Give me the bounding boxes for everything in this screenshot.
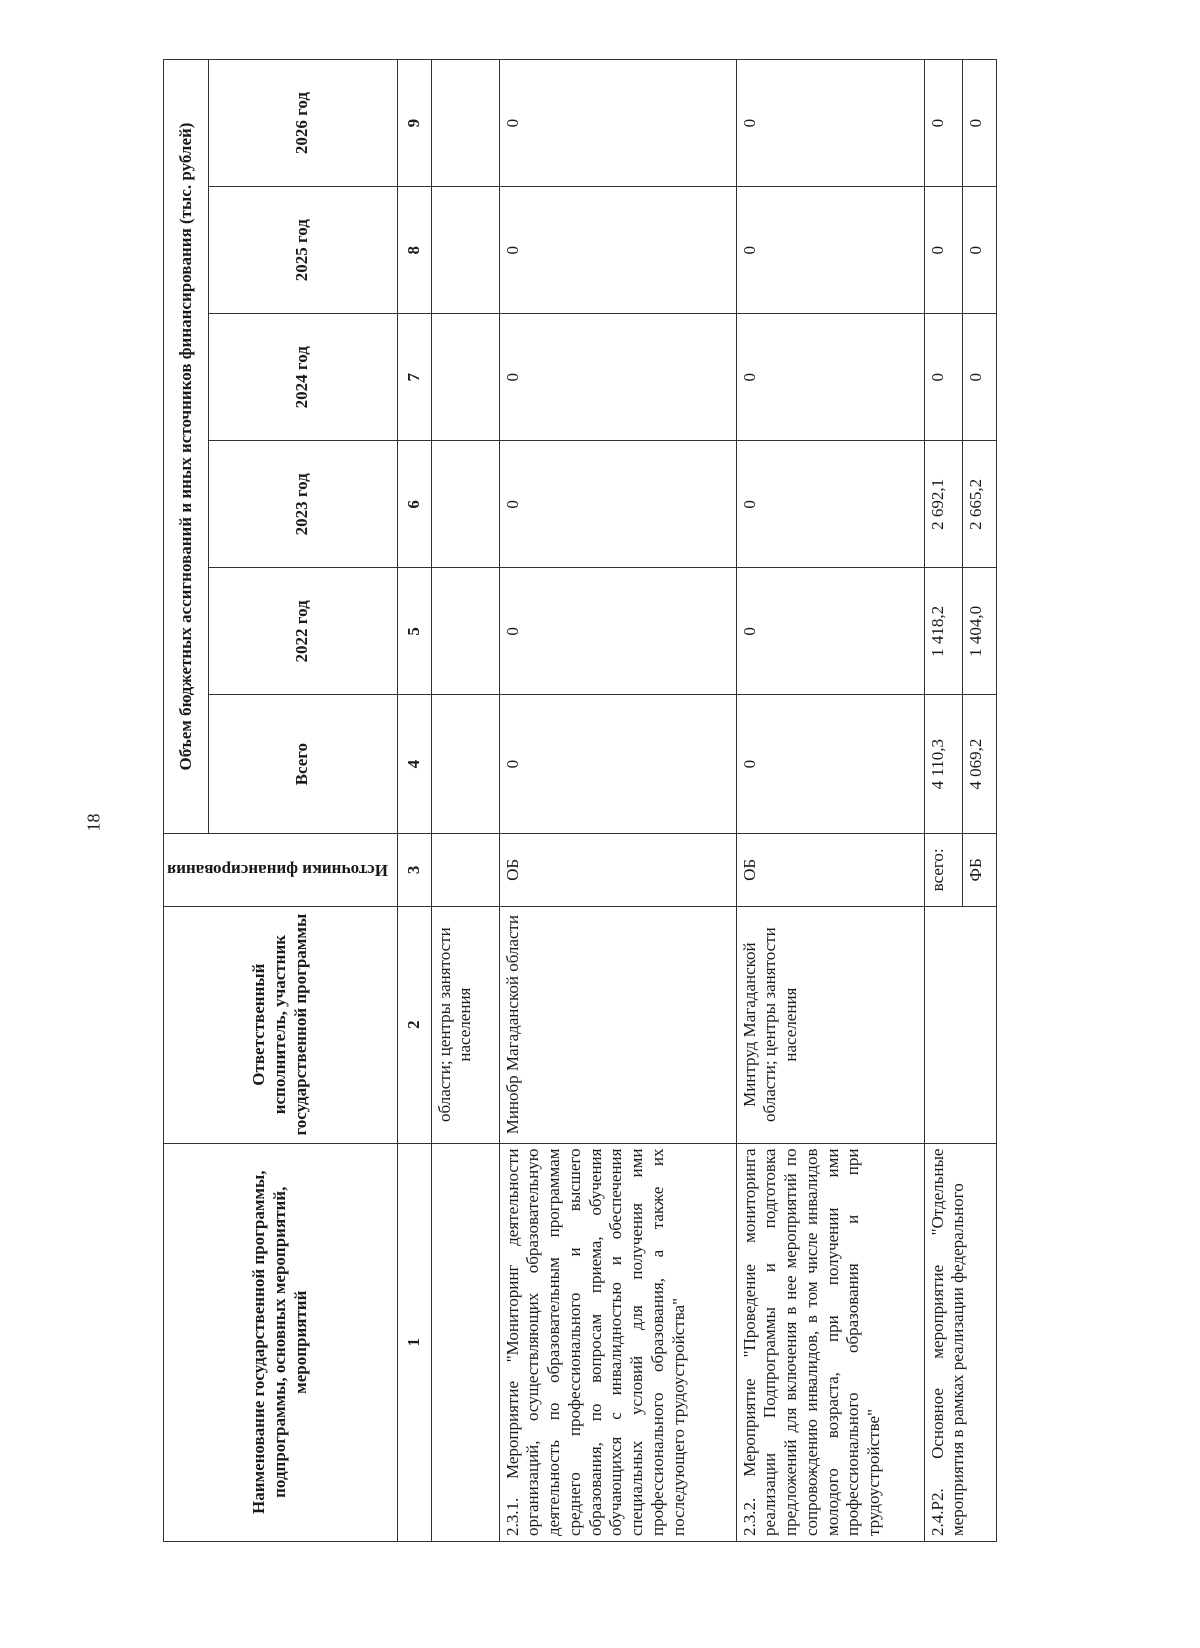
header-total: Всего (208, 695, 397, 834)
row-value-2024 (431, 314, 499, 441)
col-num-6: 6 (397, 441, 431, 568)
row-value-2025 (431, 187, 499, 314)
header-2025: 2025 год (208, 187, 397, 314)
row-source: ОБ (499, 833, 736, 906)
row-value-2022: 0 (499, 568, 736, 695)
row-responsible-empty (924, 906, 996, 1143)
row-value-2024: 0 (499, 314, 736, 441)
row-value-2026: 0 (924, 60, 962, 187)
header-source-text: Источники финансирования (167, 861, 388, 881)
header-responsible: Ответственный исполнитель, участник государственной программы (164, 906, 398, 1143)
row-source: ОБ (736, 833, 924, 906)
row-value-2023: 2 692,1 (924, 441, 962, 568)
row-value-2024: 0 (962, 314, 996, 441)
row-value-2026: 0 (499, 60, 736, 187)
row-value-2022: 1 404,0 (962, 568, 996, 695)
row-name: 2.3.2. Мероприятие "Проведение мониторинга реализации Подпрограммы и подготовка предложений для включения в нее мероприятий по сопровождению инвалидов, в том числе инвалидов молодого возраста, при получении ими профессионального образования и при трудоустройстве" (736, 1143, 924, 1541)
col-num-8: 8 (397, 187, 431, 314)
row-value-2024: 0 (924, 314, 962, 441)
col-num-9: 9 (397, 60, 431, 187)
col-num-1: 1 (397, 1143, 431, 1541)
row-value-2025: 0 (962, 187, 996, 314)
row-value-2022: 0 (736, 568, 924, 695)
header-2023: 2023 год (208, 441, 397, 568)
row-name: 2.3.1. Мероприятие "Мониторинг деятельности организаций, осуществляющих образовательную деятельность по образовательным программам среднего профессионального и высшего образования, по вопросам приема, обучения обучающихся с инвалидностью и обеспечения специальных условий для получения ими профессионального образования, а также их последующего трудоустройства" (499, 1143, 736, 1541)
row-value-2025: 0 (924, 187, 962, 314)
header-row-1 (164, 60, 209, 1542)
page-number: 18 (83, 813, 104, 832)
col-num-5: 5 (397, 568, 431, 695)
row-value-2022 (431, 568, 499, 695)
row-value-2022: 1 418,2 (924, 568, 962, 695)
row-value-total: 0 (736, 695, 924, 834)
row-value-2023: 0 (499, 441, 736, 568)
header-name: Наименование государственной программы, подпрограммы, основных мероприятий, мероприятий (164, 1143, 398, 1541)
col-num-3: 3 (397, 833, 431, 906)
row-name: 2.4.Р2. Основное мероприятие "Отдельные мероприятия в рамках реализации федерального (924, 1143, 996, 1541)
column-number-row (397, 60, 431, 1542)
rotated-table-container (163, 59, 1008, 1542)
header-2024: 2024 год (208, 314, 397, 441)
row-responsible: Минобр Магаданской области (499, 906, 736, 1143)
table-row (431, 60, 499, 1542)
row-value-2023: 2 665,2 (962, 441, 996, 568)
table-row (924, 60, 962, 1542)
col-num-7: 7 (397, 314, 431, 441)
row-value-2025: 0 (736, 187, 924, 314)
row-value-total: 0 (499, 695, 736, 834)
row-responsible: Минтруд Магаданской области; центры занятости населения (736, 906, 924, 1143)
header-source (164, 833, 398, 906)
row-source: всего: (924, 833, 962, 906)
row-value-total (431, 695, 499, 834)
row-value-total: 4 069,2 (962, 695, 996, 834)
row-value-total: 4 110,3 (924, 695, 962, 834)
funding-table (163, 59, 997, 1542)
table-row (736, 60, 924, 1542)
table-row (499, 60, 736, 1542)
row-source (431, 833, 499, 906)
row-value-2026: 0 (962, 60, 996, 187)
header-2026: 2026 год (208, 60, 397, 187)
row-value-2023 (431, 441, 499, 568)
header-2022: 2022 год (208, 568, 397, 695)
col-num-4: 4 (397, 695, 431, 834)
row-value-2023: 0 (736, 441, 924, 568)
row-value-2026 (431, 60, 499, 187)
col-num-2: 2 (397, 906, 431, 1143)
row-value-2025: 0 (499, 187, 736, 314)
row-source: ФБ (962, 833, 996, 906)
row-value-2026: 0 (736, 60, 924, 187)
row-responsible: области; центры занятости населения (431, 906, 499, 1143)
row-value-2024: 0 (736, 314, 924, 441)
row-name (431, 1143, 499, 1541)
header-funding-group: Объем бюджетных ассигнований и иных источников финансирования (тыс. рублей) (164, 60, 209, 834)
